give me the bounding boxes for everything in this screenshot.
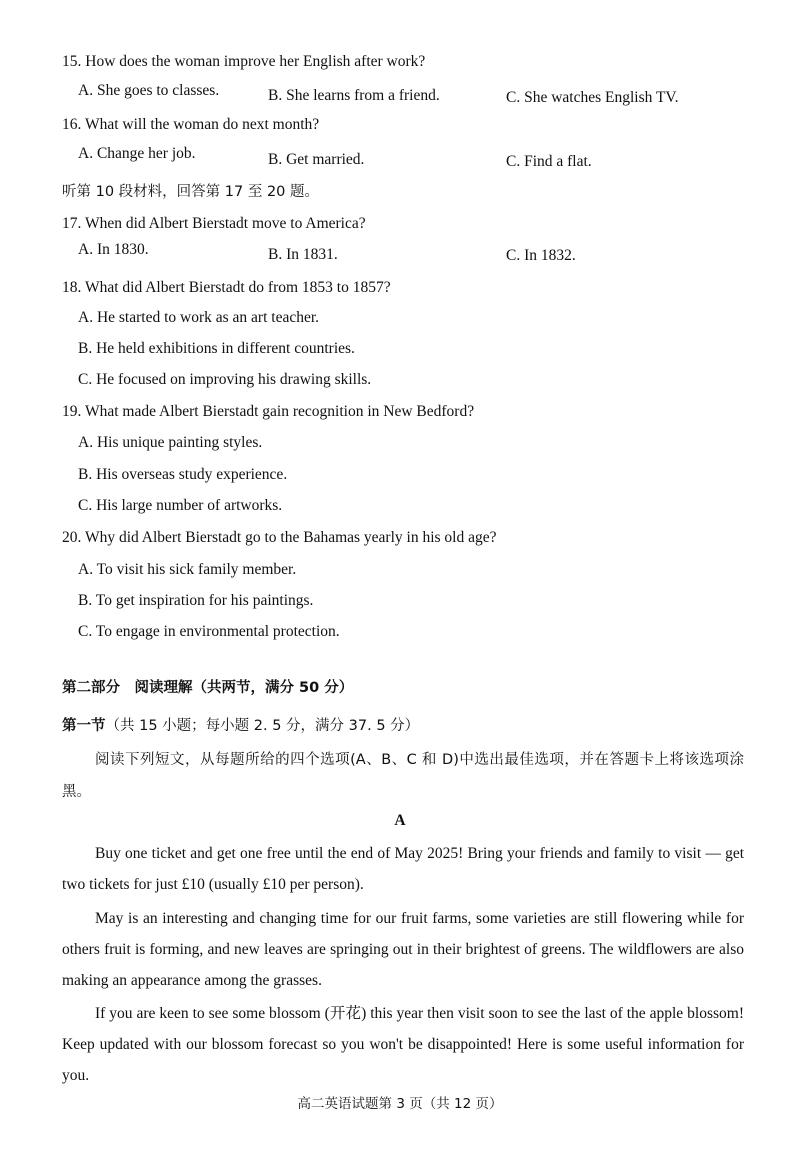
q18-option-a: A. He started to work as an art teacher. <box>78 309 320 326</box>
question-19: 19. What made Albert Bierstadt gain recognition in New Bedford? <box>62 403 475 420</box>
q19-option-b: B. His overseas study experience. <box>78 466 288 483</box>
q17-option-c: C. In 1832. <box>506 247 576 264</box>
q15-option-c: C. She watches English TV. <box>506 89 679 106</box>
q15-option-b: B. She learns from a friend. <box>268 87 440 104</box>
q15-option-a: A. She goes to classes. <box>78 82 220 99</box>
question-20: 20. Why did Albert Bierstadt go to the Bahamas yearly in his old age? <box>62 529 497 546</box>
q20-option-b: B. To get inspiration for his paintings. <box>78 592 314 609</box>
q17-option-a: A. In 1830. <box>78 241 149 258</box>
q18-option-b: B. He held exhibitions in different countries. <box>78 340 355 357</box>
question-15: 15. How does the woman improve her English after work? <box>62 53 426 70</box>
q16-option-b: B. Get married. <box>268 151 365 168</box>
section-10-instruction: 听第 10 段材料，回答第 17 至 20 题。 <box>62 184 320 200</box>
q20-option-a: A. To visit his sick family member. <box>78 561 297 578</box>
section-1-label: 第一节 <box>62 718 106 734</box>
question-16: 16. What will the woman do next month? <box>62 116 320 133</box>
q18-option-c: C. He focused on improving his drawing skills. <box>78 371 372 388</box>
q16-option-a: A. Change her job. <box>78 145 196 162</box>
reading-instruction: 阅读下列短文，从每题所给的四个选项(A、B、C 和 D)中选出最佳选项，并在答题卡上将该选项涂黑。 <box>62 752 744 800</box>
q20-option-c: C. To engage in environmental protection. <box>78 623 340 640</box>
q19-option-c: C. His large number of artworks. <box>78 497 283 514</box>
section-1-info: （共 15 小题；每小题 2. 5 分，满分 37. 5 分） <box>105 718 420 734</box>
passage-paragraph-3: If you are keen to see some blossom (开花) this year then visit soon to see the last of the apple blossom! Keep updated with our blossom forecast so you won't be disappointed! Here is some useful information for you. <box>62 1005 744 1084</box>
passage-paragraph-2: May is an interesting and changing time for our fruit farms, some varieties are still flowering while for others fruit is forming, and new leaves are springing out in their brightest of greens. The wildflowers are also making an appearance among the grasses. <box>62 910 744 989</box>
q16-option-c: C. Find a flat. <box>506 153 592 170</box>
question-18: 18. What did Albert Bierstadt do from 1853 to 1857? <box>62 279 391 296</box>
passage-title: A <box>394 812 406 829</box>
question-17: 17. When did Albert Bierstadt move to America? <box>62 215 366 232</box>
q19-option-a: A. His unique painting styles. <box>78 434 263 451</box>
passage-paragraph-1: Buy one ticket and get one free until the end of May 2025! Bring your friends and family to visit — get two tickets for just £10 (usually £10 per person). <box>62 845 744 893</box>
q17-option-b: B. In 1831. <box>268 246 338 263</box>
section-1-line <box>62 714 419 735</box>
page-footer: 高二英语试题第 3 页（共 12 页） <box>297 1096 503 1112</box>
part-2-heading: 第二部分 阅读理解（共两节，满分 50 分） <box>62 680 354 696</box>
